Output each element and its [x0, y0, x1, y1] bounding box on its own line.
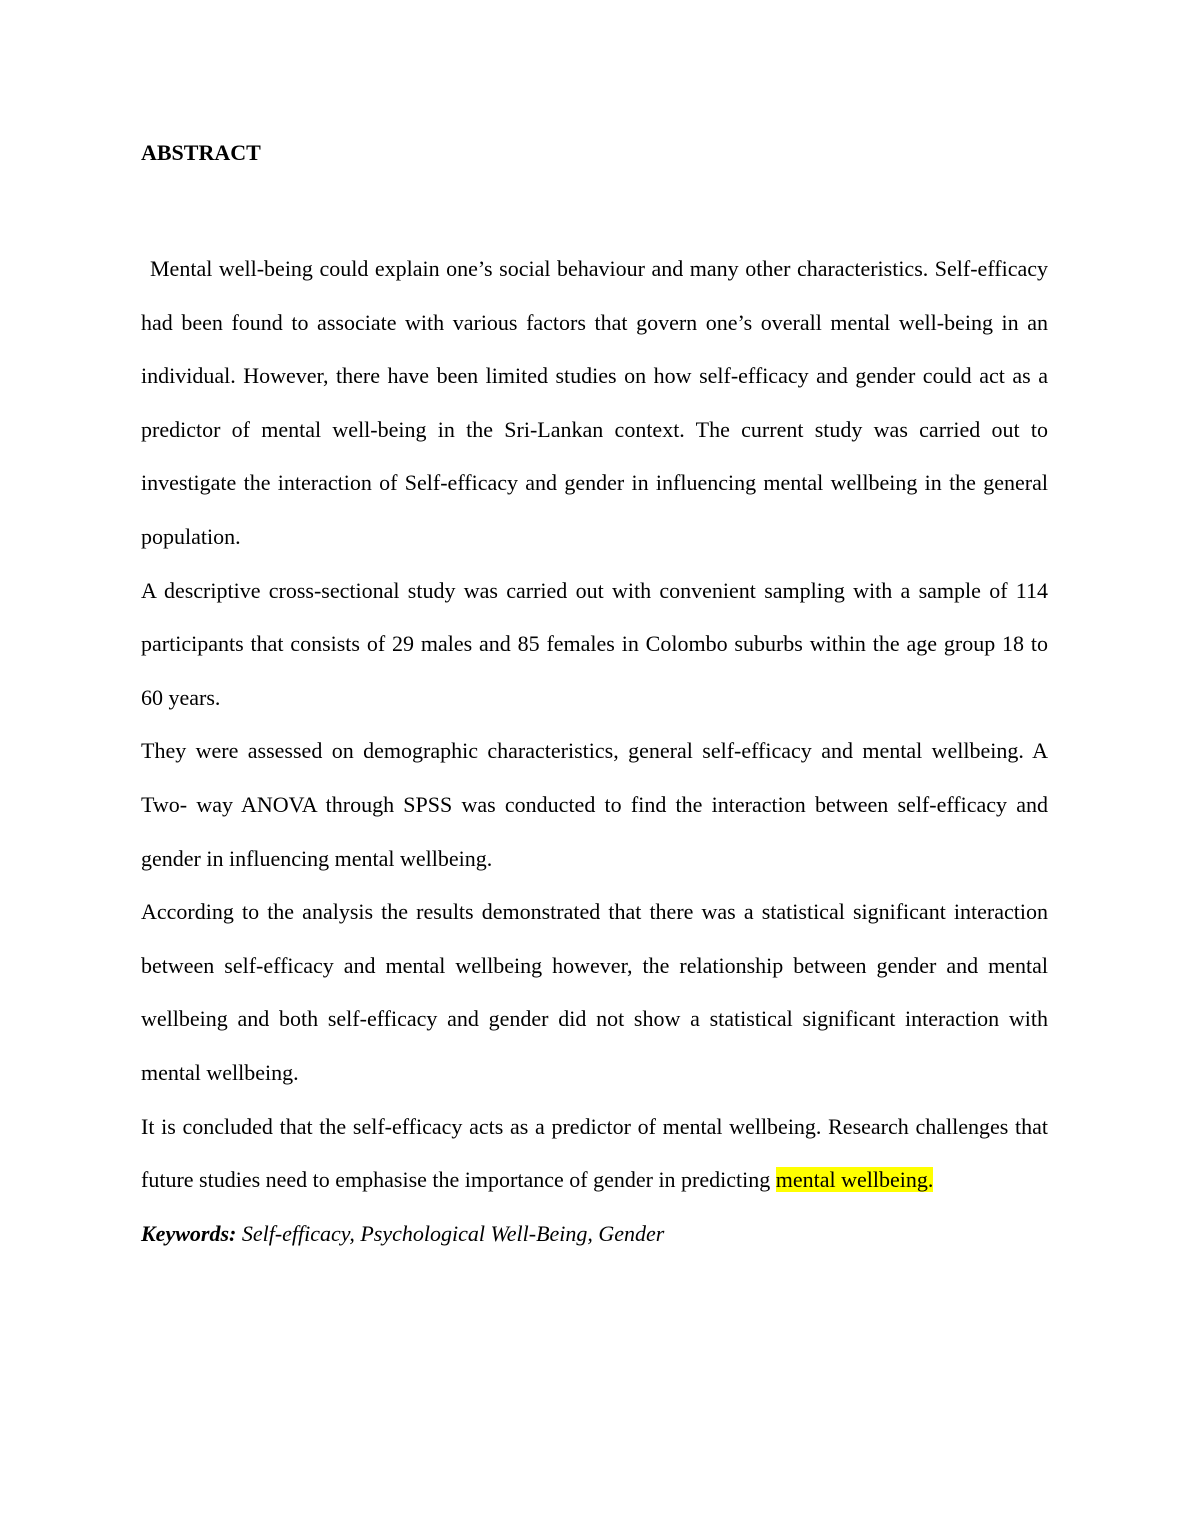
paragraph-method: A descriptive cross-sectional study was carried out with convenient sampling with a sample of 114 participants that consists of 29 males and 85 females in Colombo suburbs within the age group 18 to 60 years.	[141, 577, 1048, 710]
keywords-line	[141, 1207, 1048, 1261]
paragraph-conclusion	[141, 1100, 1048, 1207]
paragraph-results: According to the analysis the results demonstrated that there was a statistical significant interaction between self-efficacy and mental wellbeing however, the relationship between gender and mental wellbeing and both self-efficacy and gender did not show a statistical significant interaction with mental wellbeing.	[141, 899, 1048, 1085]
paragraph-introduction: Mental well-being could explain one’s social behaviour and many other characteristics. Self-efficacy had been found to associate with various factors that govern one’s overall mental well-being in an individual. However, there have been limited studies on how self-efficacy and gender could act as a predictor of mental well-being in the Sri-Lankan context. The current study was carried out to investigate the interaction of Self-efficacy and gender in influencing mental wellbeing in the general population.	[141, 256, 1048, 549]
abstract-body	[141, 242, 1048, 1260]
abstract-heading: ABSTRACT	[141, 140, 261, 165]
keywords-values: Self-efficacy, Psychological Well-Being, Gender	[236, 1220, 665, 1246]
keywords-label: Keywords:	[141, 1220, 237, 1246]
highlighted-text: mental wellbeing.	[775, 1167, 934, 1193]
conclusion-text: It is concluded that the self-efficacy acts as a predictor of mental wellbeing. Research challenges that future studies need to emphasise the importance of gender in predicting	[141, 1113, 1048, 1193]
paragraph-assessment: They were assessed on demographic characteristics, general self-efficacy and mental wellbeing. A Two- way ANOVA through SPSS was conducted to find the interaction between self-efficacy and gender in influencing mental wellbeing.	[141, 738, 1048, 871]
